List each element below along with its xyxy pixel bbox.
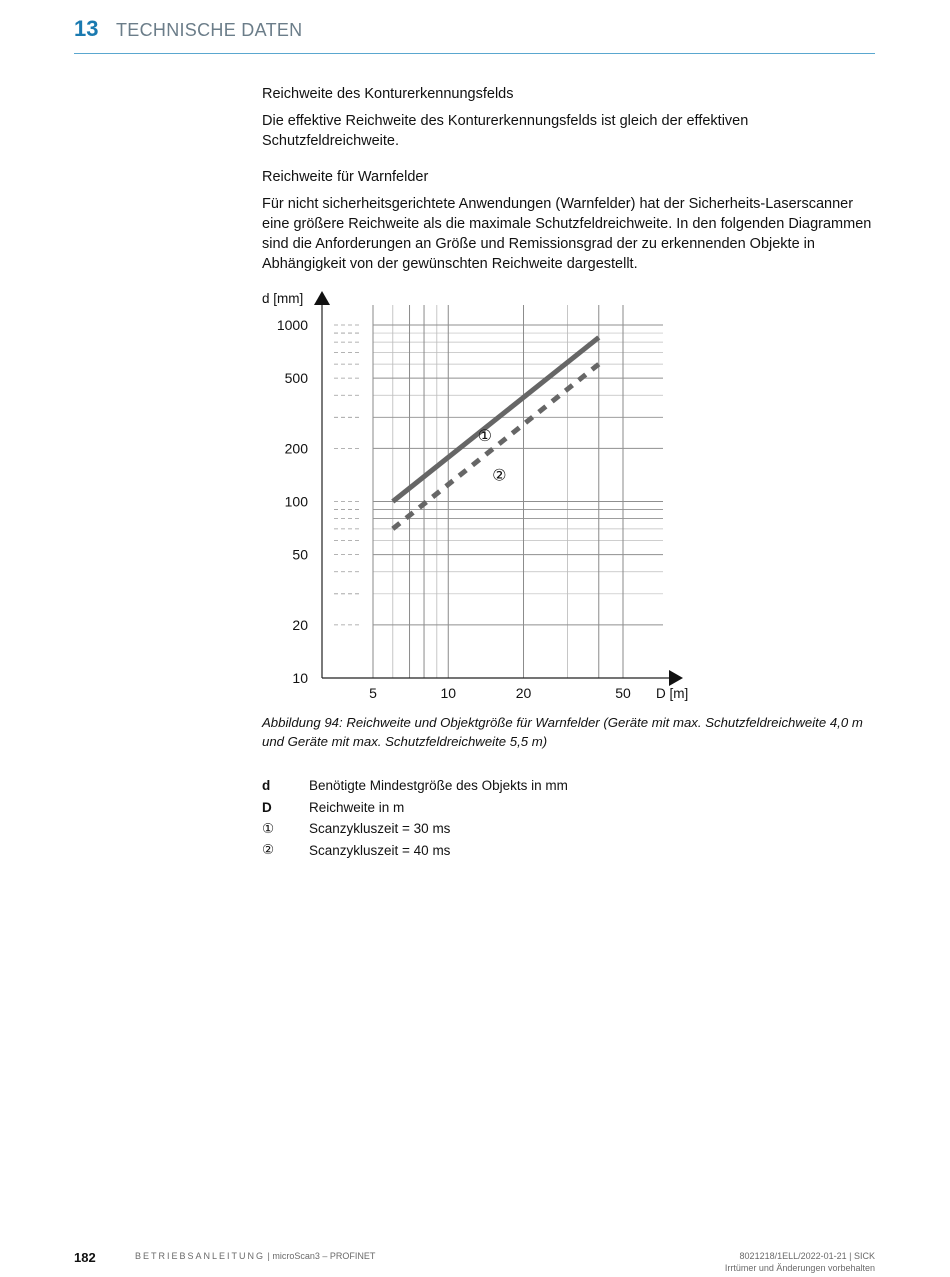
legend-text: Reichweite in m — [309, 799, 405, 815]
chapter-title: TECHNISCHE DATEN — [116, 20, 303, 40]
paragraph-warning-fields: Für nicht sicherheitsgerichtete Anwendungen (Warnfelder) hat der Sicherheits-Laserscanner eine größere Reichweite als die maximale Schutzfeldreichweite. In den folgenden Diagrammen sind die Anforderungen an Größe und Remissionsgrad der zu erkennenden Objekte in Abhängigkeit von der gewünschten Reichweite dargestellt. — [262, 196, 872, 272]
grid-minor-lines — [334, 305, 663, 678]
x-tick-label: 20 — [515, 685, 532, 701]
legend-text: Benötigte Mindestgröße des Objekts in mm — [309, 778, 568, 794]
chapter-number: 13 — [74, 16, 99, 41]
footer-disclaimer: Irrtümer und Änderungen vorbehalten — [724, 1263, 875, 1273]
legend-text: Scanzykluszeit = 40 ms — [309, 842, 451, 858]
y-tick-label: 20 — [292, 616, 308, 633]
footer-right — [725, 1250, 875, 1274]
legend-item — [262, 840, 874, 862]
x-tick-label: 5 — [369, 685, 377, 701]
y-tick-label: 100 — [284, 493, 308, 510]
legend-key: D — [262, 799, 272, 815]
legend-key: d — [262, 778, 271, 794]
page-number: 182 — [74, 1250, 96, 1265]
y-tick-label: 10 — [292, 670, 308, 686]
chart-axes — [314, 291, 683, 686]
x-tick-label: 50 — [615, 685, 631, 701]
series-marker-2: ② — [492, 465, 507, 485]
page-header — [74, 16, 875, 54]
y-axis-arrow — [314, 291, 330, 305]
chart-container — [255, 285, 705, 710]
main-content — [262, 86, 874, 292]
legend-item — [262, 775, 874, 797]
section-heading-contour: Reichweite des Konturerkennungsfelds — [262, 86, 514, 102]
y-tick-label: 500 — [284, 370, 308, 387]
legend — [262, 775, 874, 861]
series-marker-1: ① — [477, 426, 492, 446]
footer-document-info: BETRIEBSANLEITUNG | microScan3 – PROFINET — [135, 1251, 376, 1261]
y-tick-label: 200 — [284, 440, 308, 457]
footer-product: microScan3 – PROFINET — [272, 1251, 376, 1261]
grid-major-lines — [373, 305, 663, 678]
footer-doc-type: BETRIEBSANLEITUNG — [135, 1251, 266, 1261]
x-axis-label: D [m] — [656, 686, 689, 701]
figure-caption: Abbildung 94: Reichweite und Objektgröße für Warnfelder (Geräte mit max. Schutzfeldreichweite 4,0 m und Geräte mit max. Schutzfeldreichweite 5,5 m) — [262, 715, 863, 749]
y-axis-label: d [mm] — [262, 291, 304, 306]
x-tick-label: 10 — [440, 685, 457, 701]
legend-text: Scanzykluszeit = 30 ms — [309, 821, 451, 837]
series-markers — [478, 426, 507, 485]
x-axis-arrow — [669, 670, 683, 686]
paragraph-contour: Die effektive Reichweite des Konturerkennungsfelds ist gleich der effektiven Schutzfeldreichweite. — [262, 113, 749, 149]
legend-key: ② — [262, 842, 275, 858]
section-heading-warning-fields: Reichweite für Warnfelder — [262, 169, 429, 185]
y-tick-label: 1000 — [276, 317, 308, 333]
legend-key: ① — [262, 820, 275, 836]
range-chart — [255, 285, 705, 710]
legend-item — [262, 818, 874, 840]
y-tick-label: 50 — [292, 546, 308, 563]
legend-item — [262, 797, 874, 819]
footer-doc-id: 8021218/1ELL/2022-01-21 | SICK — [739, 1251, 875, 1261]
